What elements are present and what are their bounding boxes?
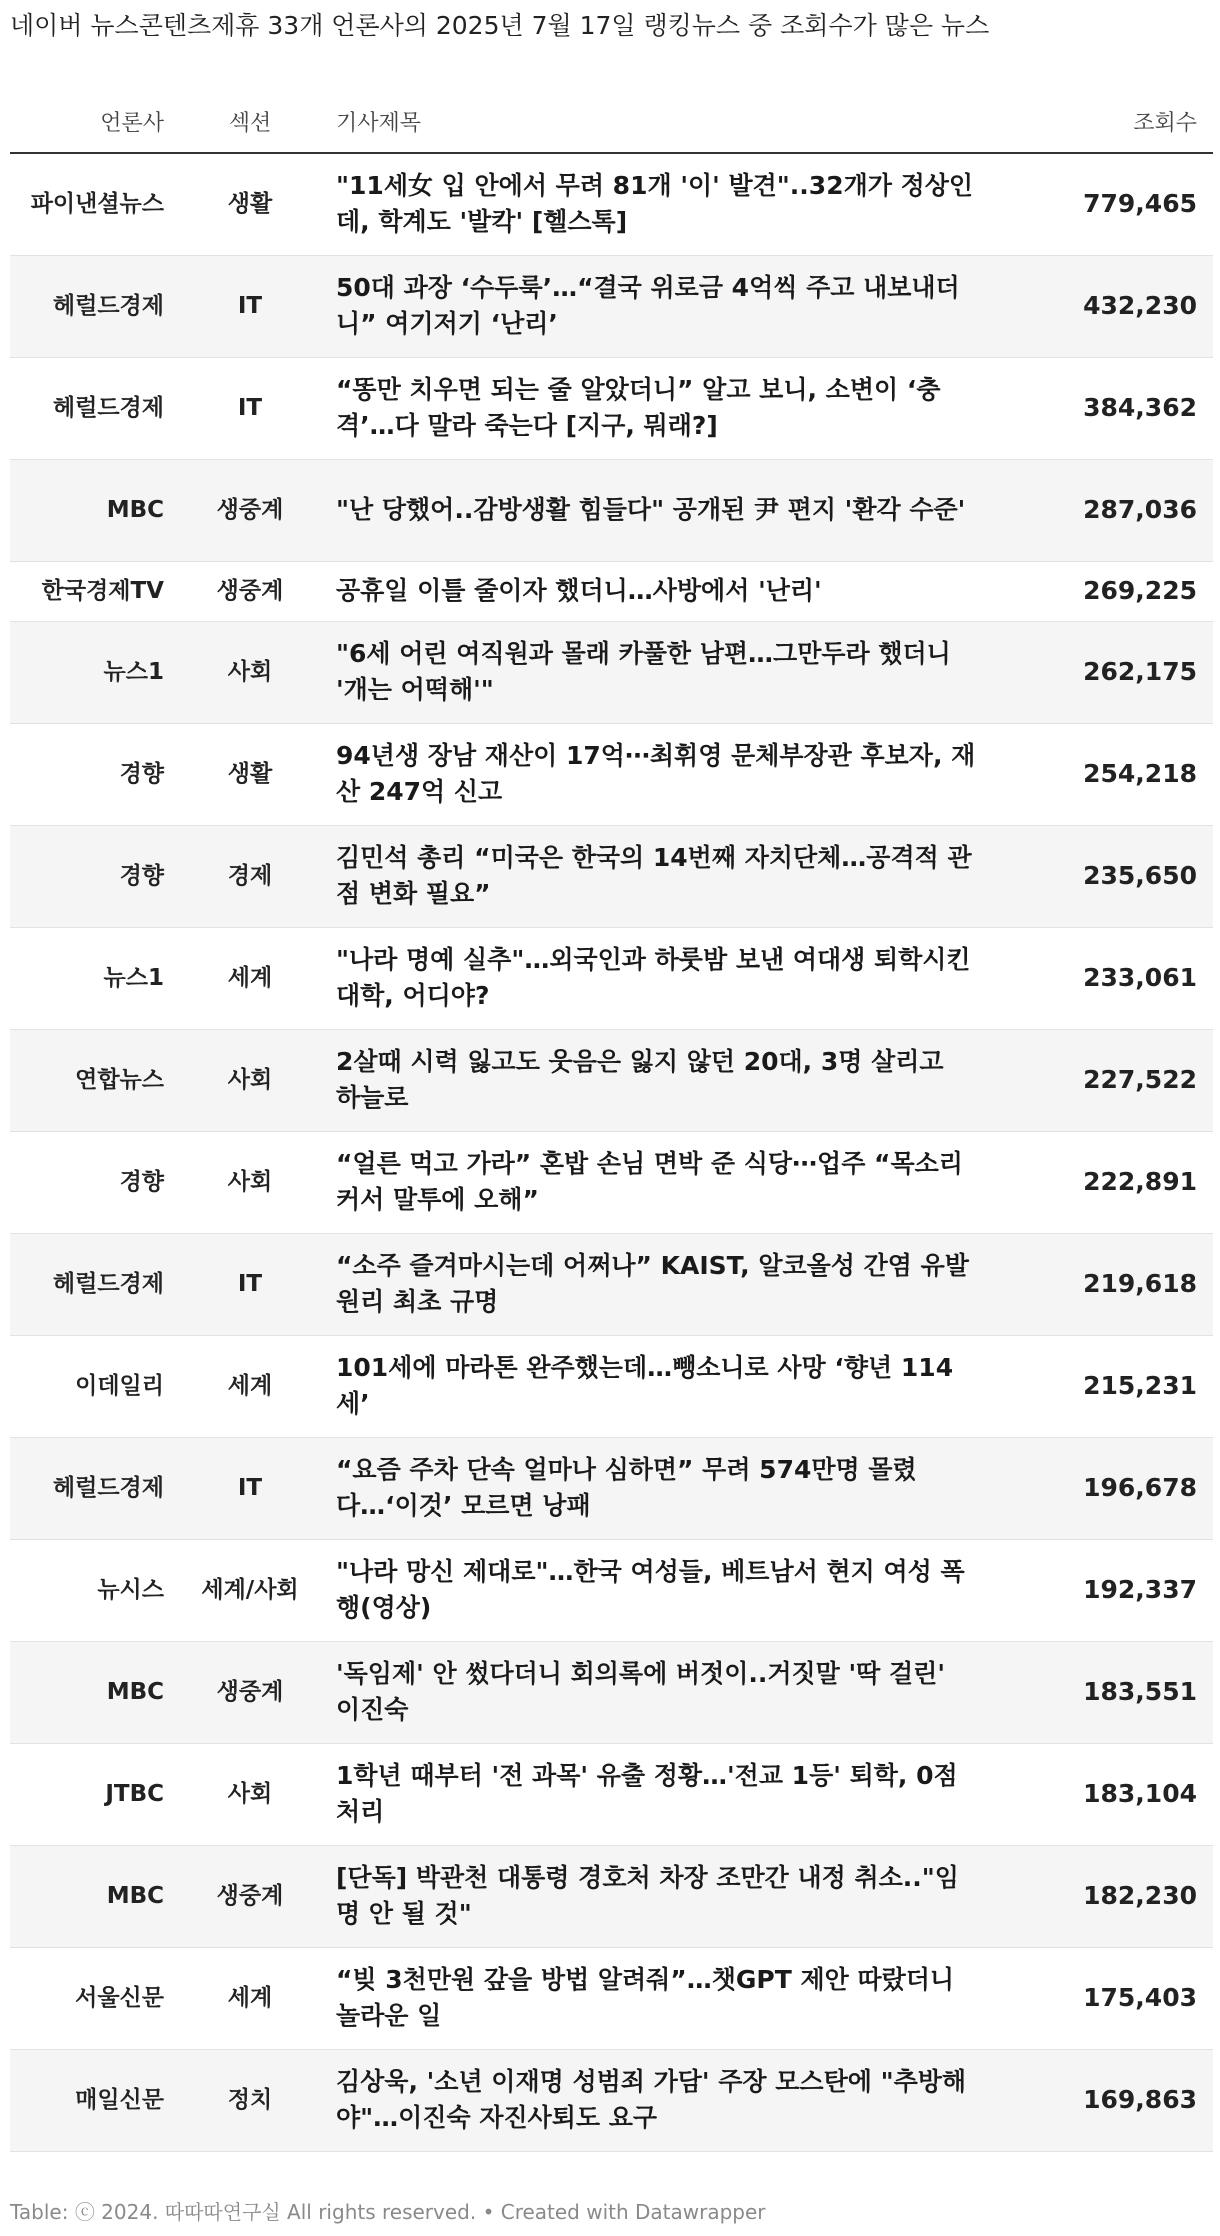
views-cell: 222,891: [1000, 1131, 1213, 1233]
headline-cell[interactable]: “얼른 먹고 가라” 혼밥 손님 면박 준 식당⋯업주 “목소리 커서 말투에 오해”: [320, 1131, 1000, 1233]
table-row: [10, 561, 1213, 621]
views-cell: 182,230: [1000, 1845, 1213, 1947]
table-row: [10, 1539, 1213, 1641]
publisher-cell: 뉴스1: [10, 621, 180, 723]
publisher-cell: 파이낸셜뉴스: [10, 153, 180, 255]
headline-cell[interactable]: “요즘 주차 단속 얼마나 심하면” 무려 574만명 몰렸다…‘이것’ 모르면 낭패: [320, 1437, 1000, 1539]
publisher-cell: 헤럴드경제: [10, 255, 180, 357]
section-cell: 생중계: [180, 561, 320, 621]
section-cell: 생활: [180, 153, 320, 255]
views-cell: 262,175: [1000, 621, 1213, 723]
views-cell: 183,551: [1000, 1641, 1213, 1743]
headline-cell[interactable]: "11세女 입 안에서 무려 81개 '이' 발견"..32개가 정상인데, 학계도 '발칵' [헬스톡]: [320, 153, 1000, 255]
publisher-cell: 서울신문: [10, 1947, 180, 2049]
headline-cell[interactable]: [단독] 박관천 대통령 경호처 차장 조만간 내정 취소.."임명 안 될 것": [320, 1845, 1000, 1947]
section-cell: 세계: [180, 927, 320, 1029]
table-row: [10, 1335, 1213, 1437]
table-row: [10, 825, 1213, 927]
publisher-cell: 이데일리: [10, 1335, 180, 1437]
views-cell: 215,231: [1000, 1335, 1213, 1437]
publisher-cell: MBC: [10, 1845, 180, 1947]
table-row: [10, 153, 1213, 255]
publisher-cell: 한국경제TV: [10, 561, 180, 621]
views-cell: 169,863: [1000, 2049, 1213, 2151]
section-cell: 생중계: [180, 1845, 320, 1947]
header-section[interactable]: 섹션: [180, 90, 320, 153]
views-cell: 235,650: [1000, 825, 1213, 927]
section-cell: 세계: [180, 1947, 320, 2049]
ranking-table-container: [10, 90, 1213, 2152]
table-row: [10, 1641, 1213, 1743]
publisher-cell: 경향: [10, 1131, 180, 1233]
headline-cell[interactable]: 김민석 총리 “미국은 한국의 14번째 자치단체…공격적 관점 변화 필요”: [320, 825, 1000, 927]
views-cell: 192,337: [1000, 1539, 1213, 1641]
headline-cell[interactable]: "난 당했어..감방생활 힘들다" 공개된 尹 편지 '환각 수준': [320, 459, 1000, 561]
views-cell: 196,678: [1000, 1437, 1213, 1539]
publisher-cell: MBC: [10, 1641, 180, 1743]
views-cell: 183,104: [1000, 1743, 1213, 1845]
publisher-cell: 헤럴드경제: [10, 1437, 180, 1539]
header-views[interactable]: 조회수: [1000, 90, 1213, 153]
views-cell: 254,218: [1000, 723, 1213, 825]
publisher-cell: 뉴시스: [10, 1539, 180, 1641]
headline-cell[interactable]: "나라 망신 제대로"…한국 여성들, 베트남서 현지 여성 폭행(영상): [320, 1539, 1000, 1641]
table-header: [10, 90, 1213, 153]
table-row: [10, 621, 1213, 723]
section-cell: 사회: [180, 621, 320, 723]
page-title: 네이버 뉴스콘텐츠제휴 33개 언론사의 2025년 7월 17일 랭킹뉴스 중 조회수가 많은 뉴스: [10, 11, 990, 40]
headline-cell[interactable]: "6세 어린 여직원과 몰래 카풀한 남편…그만두라 했더니 '개는 어떡해'": [320, 621, 1000, 723]
headline-cell[interactable]: 공휴일 이틀 줄이자 했더니…사방에서 '난리': [320, 561, 1000, 621]
table-row: [10, 1233, 1213, 1335]
views-cell: 287,036: [1000, 459, 1213, 561]
section-cell: 정치: [180, 2049, 320, 2151]
views-cell: 384,362: [1000, 357, 1213, 459]
publisher-cell: 경향: [10, 723, 180, 825]
section-cell: 세계: [180, 1335, 320, 1437]
headline-cell[interactable]: 50대 과장 ‘수두룩’…“결국 위로금 4억씩 주고 내보내더니” 여기저기 ‘난리’: [320, 255, 1000, 357]
headline-cell[interactable]: '독임제' 안 썼다더니 회의록에 버젓이..거짓말 '딱 걸린' 이진숙: [320, 1641, 1000, 1743]
section-cell: 생활: [180, 723, 320, 825]
publisher-cell: 매일신문: [10, 2049, 180, 2151]
publisher-cell: 헤럴드경제: [10, 357, 180, 459]
table-row: [10, 357, 1213, 459]
headline-cell[interactable]: 101세에 마라톤 완주했는데…뺑소니로 사망 ‘향년 114세’: [320, 1335, 1000, 1437]
headline-cell[interactable]: “똥만 치우면 되는 줄 알았더니” 알고 보니, 소변이 ‘충격’…다 말라 죽는다 [지구, 뭐래?]: [320, 357, 1000, 459]
views-cell: 175,403: [1000, 1947, 1213, 2049]
views-cell: 779,465: [1000, 153, 1213, 255]
publisher-cell: MBC: [10, 459, 180, 561]
table-row: [10, 255, 1213, 357]
views-cell: 269,225: [1000, 561, 1213, 621]
headline-cell[interactable]: “소주 즐겨마시는데 어쩌나” KAIST, 알코올성 간염 유발원리 최초 규명: [320, 1233, 1000, 1335]
table-row: [10, 927, 1213, 1029]
headline-cell[interactable]: 94년생 장남 재산이 17억⋯최휘영 문체부장관 후보자, 재산 247억 신고: [320, 723, 1000, 825]
table-row: [10, 1029, 1213, 1131]
table-row: [10, 723, 1213, 825]
section-cell: 생중계: [180, 1641, 320, 1743]
publisher-cell: 경향: [10, 825, 180, 927]
table-row: [10, 1131, 1213, 1233]
header-publisher[interactable]: 언론사: [10, 90, 180, 153]
headline-cell[interactable]: 2살때 시력 잃고도 웃음은 잃지 않던 20대, 3명 살리고 하늘로: [320, 1029, 1000, 1131]
section-cell: 사회: [180, 1743, 320, 1845]
ranking-table: [10, 90, 1213, 2152]
headline-cell[interactable]: 김상욱, '소년 이재명 성범죄 가담' 주장 모스탄에 "추방해야"…이진숙 자진사퇴도 요구: [320, 2049, 1000, 2151]
section-cell: IT: [180, 357, 320, 459]
views-cell: 227,522: [1000, 1029, 1213, 1131]
views-cell: 233,061: [1000, 927, 1213, 1029]
table-row: [10, 1437, 1213, 1539]
views-cell: 432,230: [1000, 255, 1213, 357]
headline-cell[interactable]: 1학년 때부터 '전 과목' 유출 정황…'전교 1등' 퇴학, 0점 처리: [320, 1743, 1000, 1845]
table-row: [10, 1743, 1213, 1845]
section-cell: 경제: [180, 825, 320, 927]
section-cell: 세계/사회: [180, 1539, 320, 1641]
publisher-cell: 연합뉴스: [10, 1029, 180, 1131]
views-cell: 219,618: [1000, 1233, 1213, 1335]
header-row: [10, 90, 1213, 153]
headline-cell[interactable]: "나라 명예 실추"…외국인과 하룻밤 보낸 여대생 퇴학시킨 대학, 어디야?: [320, 927, 1000, 1029]
section-cell: 사회: [180, 1029, 320, 1131]
section-cell: IT: [180, 1233, 320, 1335]
headline-cell[interactable]: “빚 3천만원 갚을 방법 알려줘”…챗GPT 제안 따랐더니 놀라운 일: [320, 1947, 1000, 2049]
publisher-cell: 뉴스1: [10, 927, 180, 1029]
table-row: [10, 2049, 1213, 2151]
table-row: [10, 459, 1213, 561]
table-body: [10, 153, 1213, 2151]
table-row: [10, 1845, 1213, 1947]
section-cell: 생중계: [180, 459, 320, 561]
header-headline[interactable]: 기사제목: [320, 90, 1000, 153]
table-row: [10, 1947, 1213, 2049]
section-cell: IT: [180, 1437, 320, 1539]
publisher-cell: JTBC: [10, 1743, 180, 1845]
publisher-cell: 헤럴드경제: [10, 1233, 180, 1335]
section-cell: IT: [180, 255, 320, 357]
table-footer-credit: Table: ⓒ 2024. 따따따연구실 All rights reserved. • Created with Datawrapper: [10, 2200, 766, 2224]
section-cell: 사회: [180, 1131, 320, 1233]
